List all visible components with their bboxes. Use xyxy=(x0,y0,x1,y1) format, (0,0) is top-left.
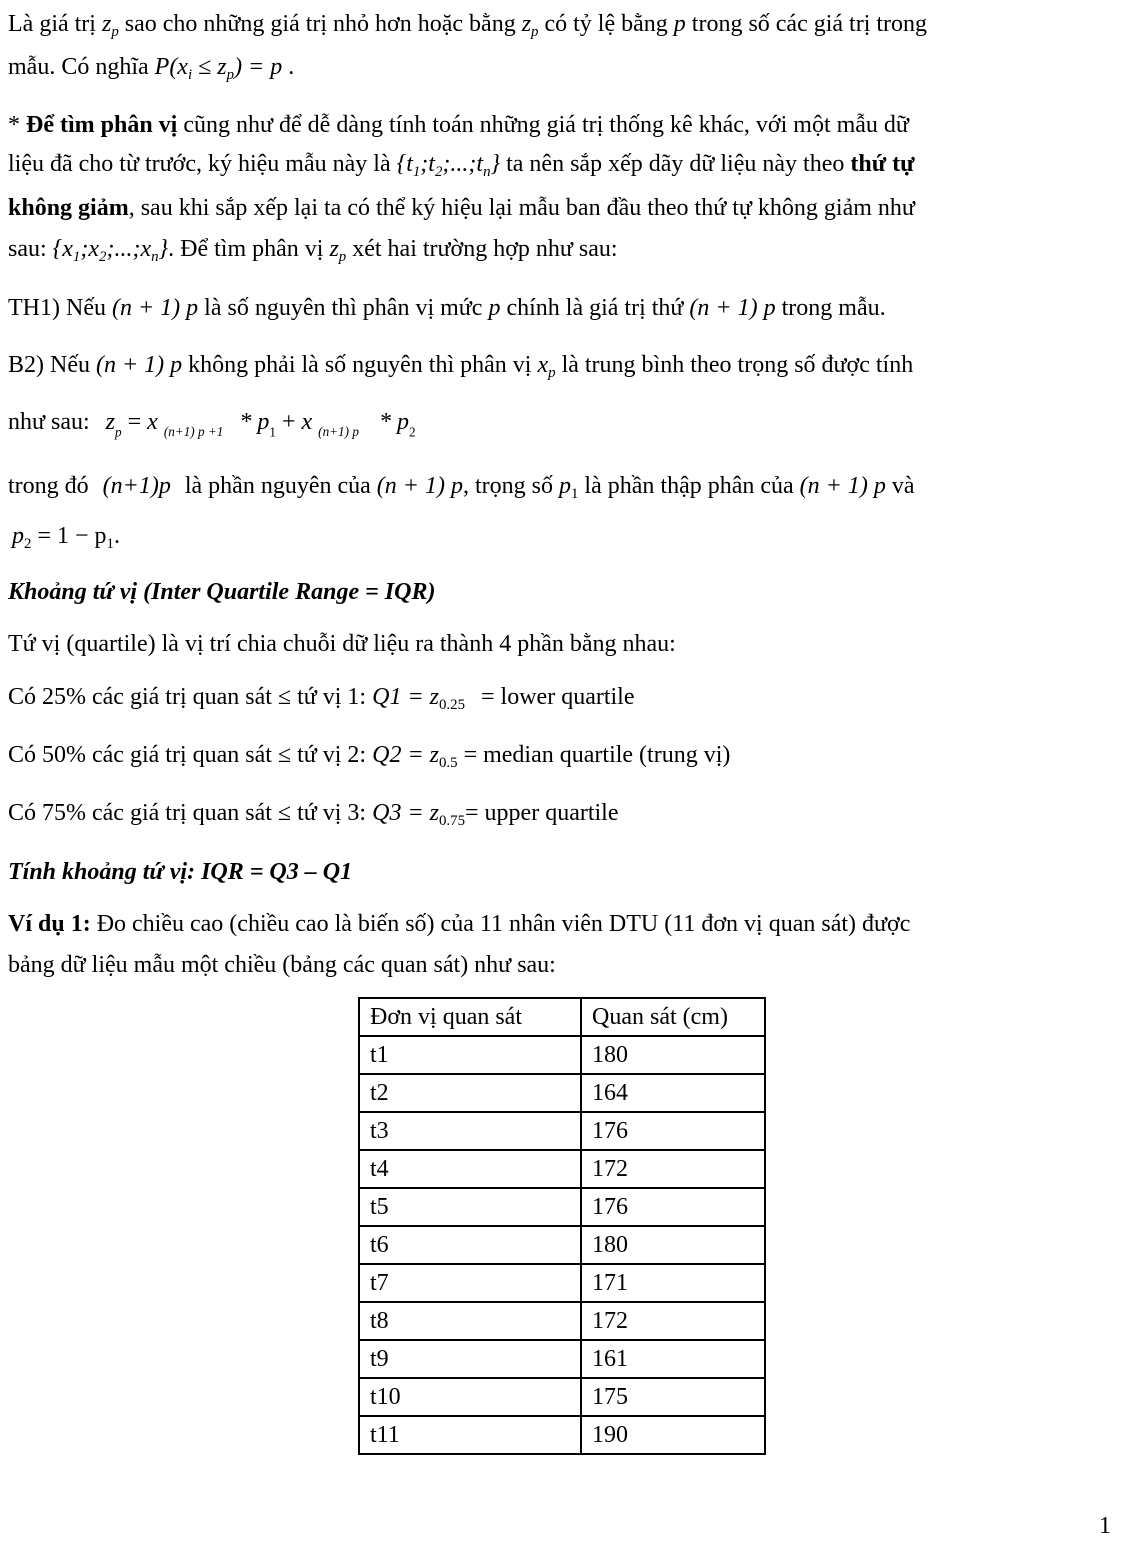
bold-text: thứ tự xyxy=(850,151,915,177)
table-row xyxy=(359,1188,765,1226)
case-b2: B2) Nếu (n + 1) p không phải là số nguyên thì phân vị $x_p$ là trung bình theo trọng số được tính xyxy=(8,352,914,382)
formula: (n + 1) p xyxy=(799,473,886,499)
cell-value: 190 xyxy=(581,1416,765,1454)
cell-value: 161 xyxy=(581,1340,765,1378)
symbol-p: p xyxy=(673,11,686,37)
formula: $z_p = x$ $_{(n+1) p +1} * p_1 + x$ $_{(n+1) p} * p_2$ xyxy=(105,409,416,440)
cell-value: 172 xyxy=(581,1302,765,1340)
text: sao cho những giá trị nhỏ hơn hoặc bằng xyxy=(118,11,522,37)
formula-set-t: $\{t_1;t_2;...;t_n\}$ xyxy=(396,151,501,181)
case-th1: TH1) Nếu (n + 1) p là số nguyên thì phân vị mức p chính là giá trị thứ (n + 1) p trong mẫu. xyxy=(8,295,886,321)
cell-value: 176 xyxy=(581,1188,765,1226)
table-row xyxy=(359,1226,765,1264)
weighted-equation: như sau: $z_p = x$ $_{(n+1) p +1} * p_1 + x$ $_{(n+1) p} * p_2$ xyxy=(8,409,416,440)
text-line xyxy=(8,11,928,41)
formula: $p_2 = 1 - p_1$ xyxy=(12,523,114,553)
formula: $Q1 = z_{0.25}$ xyxy=(372,684,466,714)
cell-unit: t5 xyxy=(359,1188,581,1226)
formula: (n + 1) p xyxy=(111,295,199,321)
table-row xyxy=(359,1036,765,1074)
heading-iqr: Khoảng tứ vị (Inter Quartile Range = IQR) xyxy=(8,579,436,605)
example-line: Ví dụ 1: Đo chiều cao (chiều cao là biến số) của 11 nhân viên DTU (11 đơn vị quan sát) được xyxy=(8,911,911,937)
table-row xyxy=(359,1074,765,1112)
cell-unit: t11 xyxy=(359,1416,581,1454)
cell-unit: t9 xyxy=(359,1340,581,1378)
cell-value: 164 xyxy=(581,1074,765,1112)
table-row xyxy=(359,1378,765,1416)
example-line: bảng dữ liệu mẫu một chiều (bảng các quan sát) như sau: xyxy=(8,952,556,978)
formula: $P(x_i \le z_p) = p$ xyxy=(154,54,283,84)
table-row xyxy=(359,1150,765,1188)
text-line: trong đó (n+1)p là phần nguyên của (n + 1) p, trọng số $p_1$ là phần thập phân của (n + 1) p và xyxy=(8,473,915,503)
text-line xyxy=(8,54,295,84)
text-line: * Để tìm phân vị cũng như để dễ dàng tính toán những giá trị thống kê khác, với một mẫu dữ xyxy=(8,112,909,138)
quartile-3: Có 75% các giá trị quan sát ≤ tứ vị 3: $Q3 = z_{0.75}=$ upper quartile xyxy=(8,800,619,830)
symbol-p1: $p_1$ xyxy=(558,473,579,503)
cell-unit: t7 xyxy=(359,1264,581,1302)
symbol-z: $z_p$ xyxy=(329,236,347,266)
table-row xyxy=(359,1264,765,1302)
cell-unit: t8 xyxy=(359,1302,581,1340)
formula: (n + 1) p xyxy=(376,473,463,499)
cell-value: 172 xyxy=(581,1150,765,1188)
table-header-row xyxy=(359,998,765,1036)
bold-text: Để tìm phân vị xyxy=(26,112,178,138)
cell-value: 180 xyxy=(581,1226,765,1264)
table-row xyxy=(359,1416,765,1454)
bold-text: không giảm xyxy=(8,195,129,221)
cell-value: 171 xyxy=(581,1264,765,1302)
symbol-z: $z_p$ xyxy=(521,11,539,41)
heading-iqr-calc: Tính khoảng tứ vị: IQR = Q3 – Q1 xyxy=(8,859,353,885)
symbol-x: $x_p$ xyxy=(537,352,556,382)
cell-unit: t3 xyxy=(359,1112,581,1150)
column-header: Đơn vị quan sát xyxy=(359,998,581,1036)
table-row xyxy=(359,1340,765,1378)
formula: $Q3 = z_{0.75}$ xyxy=(372,800,466,830)
page-number: 1 xyxy=(1099,1513,1111,1539)
text-line: liệu đã cho từ trước, ký hiệu mẫu này là $\{t_1;t_2;...;t_n\}$ ta nên sắp xếp dãy dữ liệu này theo thứ tự xyxy=(8,151,915,181)
formula: (n + 1) p xyxy=(95,352,183,378)
observation-table xyxy=(358,997,766,1455)
text-line: sau: $\{x_1;x_2;...;x_n\}$. Để tìm phân vị $z_p$ xét hai trường hợp như sau: xyxy=(8,236,618,266)
cell-unit: t1 xyxy=(359,1036,581,1074)
text: Là giá trị xyxy=(8,11,102,37)
quartile-1: Có 25% các giá trị quan sát ≤ tứ vị 1: $Q1 = z_{0.25}$ = lower quartile xyxy=(8,684,635,714)
text: . xyxy=(282,54,295,80)
formula-set-x: $\{x_1;x_2;...;x_n\}$ xyxy=(52,236,169,266)
cell-unit: t4 xyxy=(359,1150,581,1188)
text: có tỷ lệ bằng xyxy=(538,11,674,37)
quartile-intro: Tứ vị (quartile) là vị trí chia chuỗi dữ liệu ra thành 4 phần bằng nhau: xyxy=(8,631,676,657)
text: trong số các giá trị trong xyxy=(685,11,928,37)
bold-text: Ví dụ 1: xyxy=(8,911,91,937)
cell-value: 175 xyxy=(581,1378,765,1416)
quartile-2: Có 50% các giá trị quan sát ≤ tứ vị 2: $Q2 = z_{0.5}$ = median quartile (trung vị) xyxy=(8,742,731,772)
formula: $Q2 = z_{0.5}$ xyxy=(372,742,458,772)
text-line: $p_2 = 1 - p_1$. xyxy=(12,523,120,553)
cell-unit: t10 xyxy=(359,1378,581,1416)
cell-value: 176 xyxy=(581,1112,765,1150)
text-line: không giảm, sau khi sắp xếp lại ta có thể ký hiệu lại mẫu ban đầu theo thứ tự không giảm như xyxy=(8,195,915,221)
column-header: Quan sát (cm) xyxy=(581,998,765,1036)
cell-value: 180 xyxy=(581,1036,765,1074)
text: mẫu. Có nghĩa xyxy=(8,54,155,80)
formula: (n + 1) p xyxy=(689,295,776,321)
table-row xyxy=(359,1112,765,1150)
table-row xyxy=(359,1302,765,1340)
cell-unit: t6 xyxy=(359,1226,581,1264)
cell-unit: t2 xyxy=(359,1074,581,1112)
symbol-z: $z_p$ xyxy=(101,11,119,41)
formula: (n+1)p xyxy=(102,473,171,499)
